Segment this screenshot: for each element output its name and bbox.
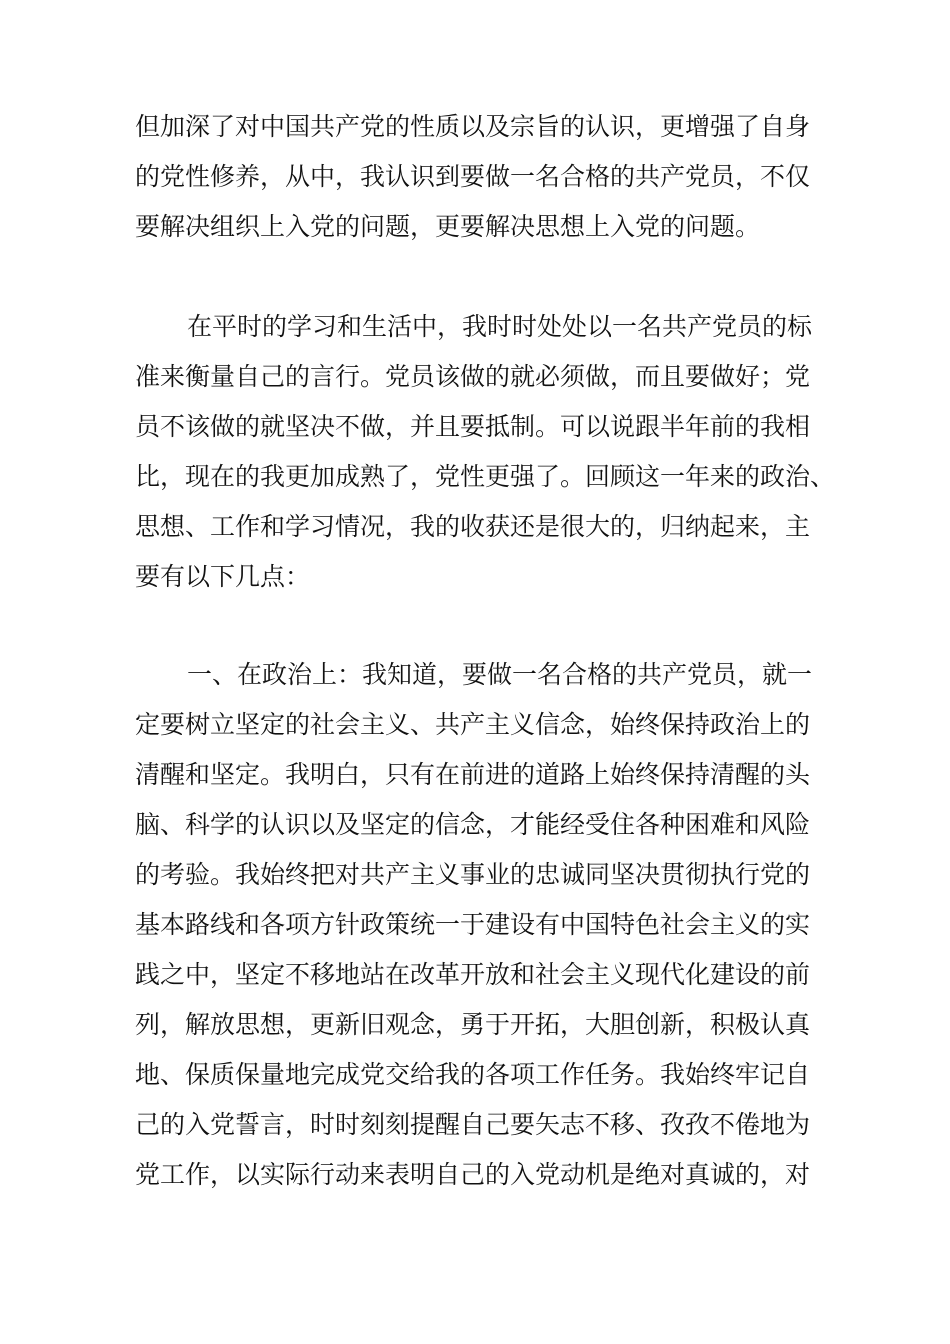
paragraph-1-line-2: 的党性修养，从中，我认识到要做一名合格的共产党员，不仅	[135, 162, 811, 191]
paragraph-3-line-2: 定要树立坚定的社会主义、共产主义信念，始终保持政治上的	[135, 710, 811, 739]
paragraph-3-line-10: 己的入党誓言，时时刻刻提醒自己要矢志不移、孜孜不倦地为	[135, 1110, 811, 1139]
paragraph-3-line-3: 清醒和坚定。我明白，只有在前进的道路上始终保持清醒的头	[135, 760, 811, 789]
paragraph-3-line-6: 基本路线和各项方针政策统一于建设有中国特色社会主义的实	[135, 910, 811, 939]
paragraph-3-line-5: 的考验。我始终把对共产主义事业的忠诚同坚决贯彻执行党的	[135, 860, 811, 889]
paragraph-1-line-3: 要解决组织上入党的问题，更要解决思想上入党的问题。	[135, 212, 761, 241]
paragraph-3-line-8: 列，解放思想，更新旧观念，勇于开拓，大胆创新，积极认真	[135, 1010, 811, 1039]
paragraph-2-line-2: 准来衡量自己的言行。党员该做的就必须做，而且要做好；党	[135, 362, 811, 391]
paragraph-2-line-3: 员不该做的就坚决不做，并且要抵制。可以说跟半年前的我相	[135, 412, 811, 441]
paragraph-3-line-11: 党工作，以实际行动来表明自己的入党动机是绝对真诚的，对	[135, 1160, 811, 1189]
paragraph-3-line-9: 地、保质保量地完成党交给我的各项工作任务。我始终牢记自	[135, 1060, 811, 1089]
paragraph-2-line-1: 在平时的学习和生活中，我时时处处以一名共产党员的标	[187, 312, 813, 341]
paragraph-2-line-6: 要有以下几点：	[135, 562, 311, 591]
paragraph-3-line-4: 脑、科学的认识以及坚定的信念，才能经受住各种困难和风险	[135, 810, 811, 839]
paragraph-2-line-4: 比，现在的我更加成熟了，党性更强了。回顾这一年来的政治、	[135, 462, 836, 491]
paragraph-3-line-7: 践之中，坚定不移地站在改革开放和社会主义现代化建设的前	[135, 960, 811, 989]
paragraph-2-line-5: 思想、工作和学习情况，我的收获还是很大的，归纳起来，主	[135, 512, 811, 541]
paragraph-1-line-1: 但加深了对中国共产党的性质以及宗旨的认识，更增强了自身	[135, 112, 811, 141]
paragraph-3-line-1: 一、在政治上：我知道，要做一名合格的共产党员，就一	[187, 660, 813, 689]
